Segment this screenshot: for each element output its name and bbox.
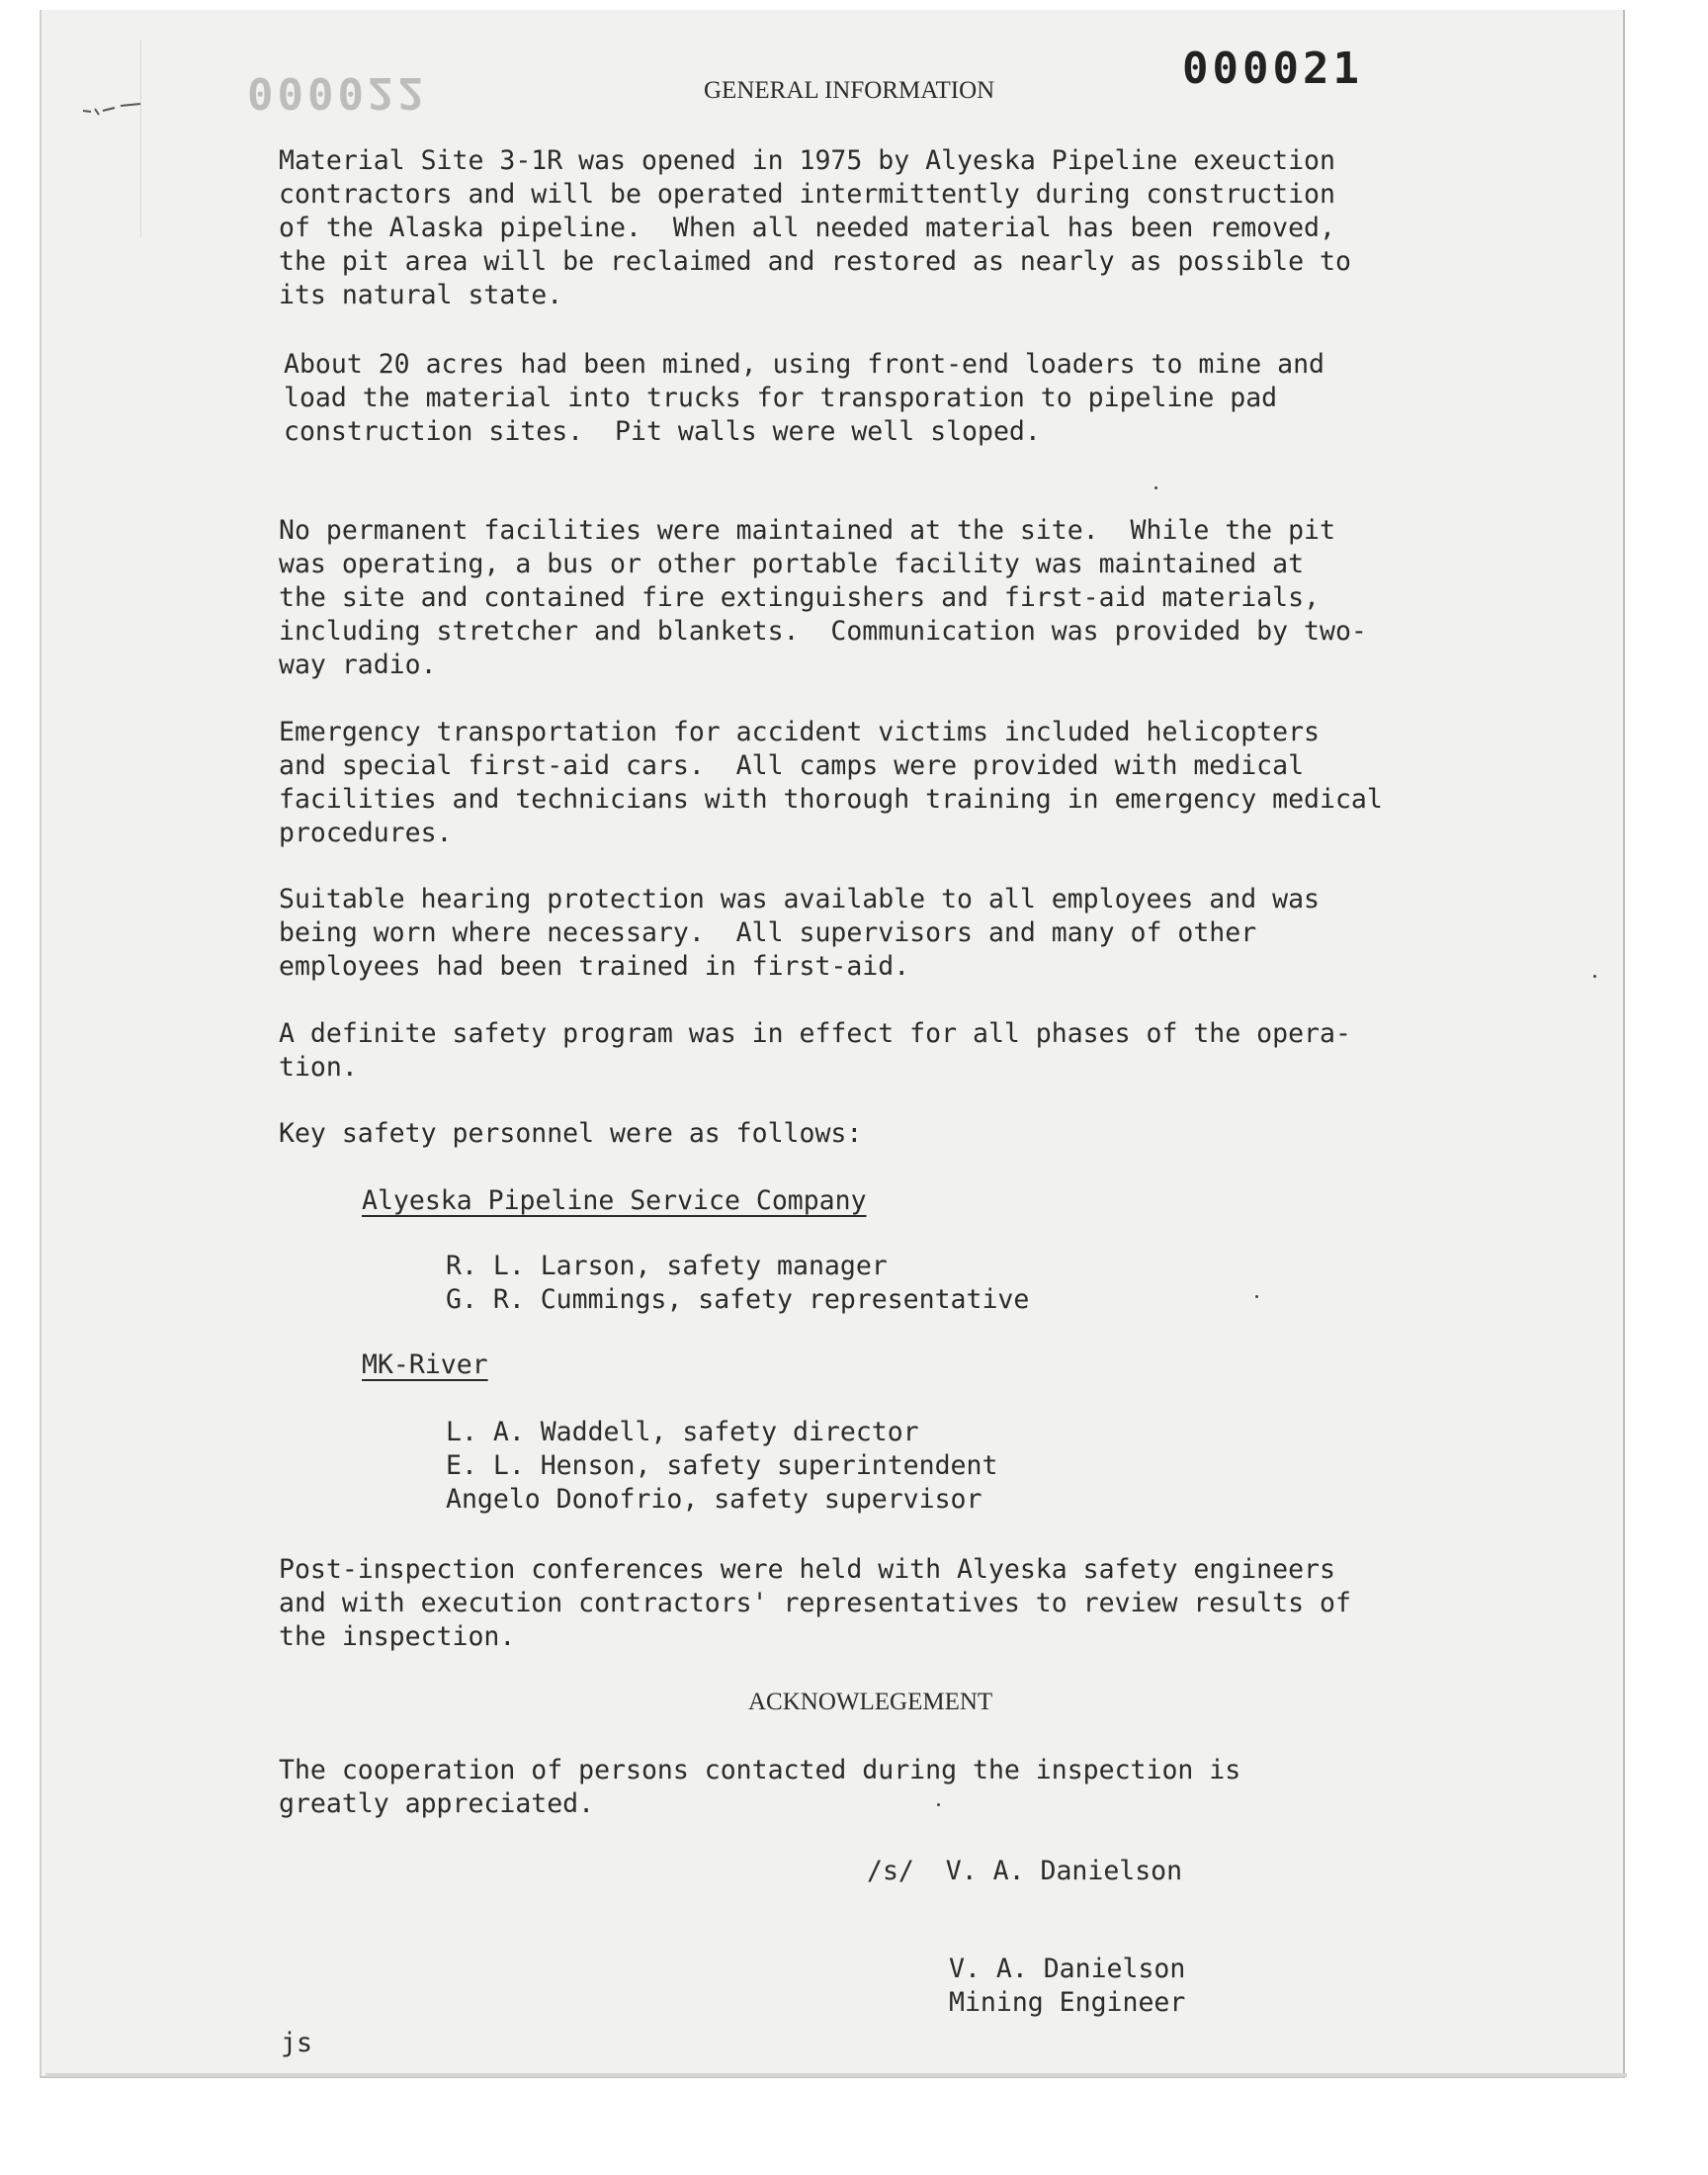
paragraph-post-inspection: Post-inspection conferences were held with Alyeska safety engineers and with execution contractors' representatives to review results of the inspection. (279, 1554, 1351, 1652)
company-heading-alyeska: Alyeska Pipeline Service Company (362, 1185, 867, 1216)
person-waddell: L. A. Waddell, safety director (446, 1417, 919, 1447)
ink-smudge (81, 99, 150, 121)
acknowledgement-heading: ACKNOWLEGEMENT (748, 1689, 993, 1715)
paragraph-site-overview: Material Site 3-1R was opened in 1975 by Alyeska Pipeline exeuction contractors and will be operated intermittently during construction of the Alaska pipeline. When all needed material has been removed, the pit area will be reclaimed and restored as nearly as possible to its natural state. (279, 145, 1351, 310)
speck (1593, 975, 1596, 978)
person-larson: R. L. Larson, safety manager (446, 1251, 888, 1281)
paragraph-safety-program: A definite safety program was in effect for all phases of the opera- tion. (279, 1018, 1351, 1083)
speck (937, 1803, 940, 1806)
margin-crease (140, 40, 141, 237)
speck (1255, 1295, 1258, 1298)
page-number-stamp: 000021 (1182, 44, 1363, 94)
typist-initials: js (281, 2028, 312, 2058)
person-donofrio: Angelo Donofrio, safety supervisor (446, 1484, 982, 1515)
paragraph-emergency: Emergency transportation for accident victims included helicopters and special first-aid cars. All camps were provided with medical facilities and technicians with thorough training in emergency medical procedures. (279, 717, 1383, 848)
paragraph-hearing: Suitable hearing protection was available to all employees and was being worn where necessary. All supervisors and many of other employees had been trained in first-aid. (279, 884, 1320, 982)
page-shadow-edge (45, 2073, 1627, 2077)
paragraph-mining: About 20 acres had been mined, using front-end loaders to mine and load the material into trucks for transporation to pipeline pad construction sites. Pit walls were well sloped. (284, 349, 1324, 447)
signer-title: Mining Engineer (949, 1987, 1186, 2018)
person-henson: E. L. Henson, safety superintendent (446, 1450, 998, 1481)
paragraph-facilities: No permanent facilities were maintained at the site. While the pit was operating, a bus or other portable facility was maintained at the site and contained fire extinguishers and first-aid materials, including stretcher and blankets. Communication was provided by two- way radio. (279, 515, 1367, 680)
speck (1154, 486, 1157, 489)
paragraph-key-personnel: Key safety personnel were as follows: (279, 1118, 863, 1149)
section-heading: GENERAL INFORMATION (704, 77, 995, 104)
person-cummings: G. R. Cummings, safety representative (446, 1284, 1030, 1315)
paragraph-acknowledgement: The cooperation of persons contacted during the inspection is greatly appreciated. (279, 1755, 1241, 1819)
company-heading-mk-river: MK-River (362, 1349, 488, 1380)
ghost-page-stamp: 000022 (247, 67, 428, 118)
signature-line: /s/ V. A. Danielson (867, 1856, 1183, 1886)
signer-name: V. A. Danielson (949, 1954, 1186, 1984)
